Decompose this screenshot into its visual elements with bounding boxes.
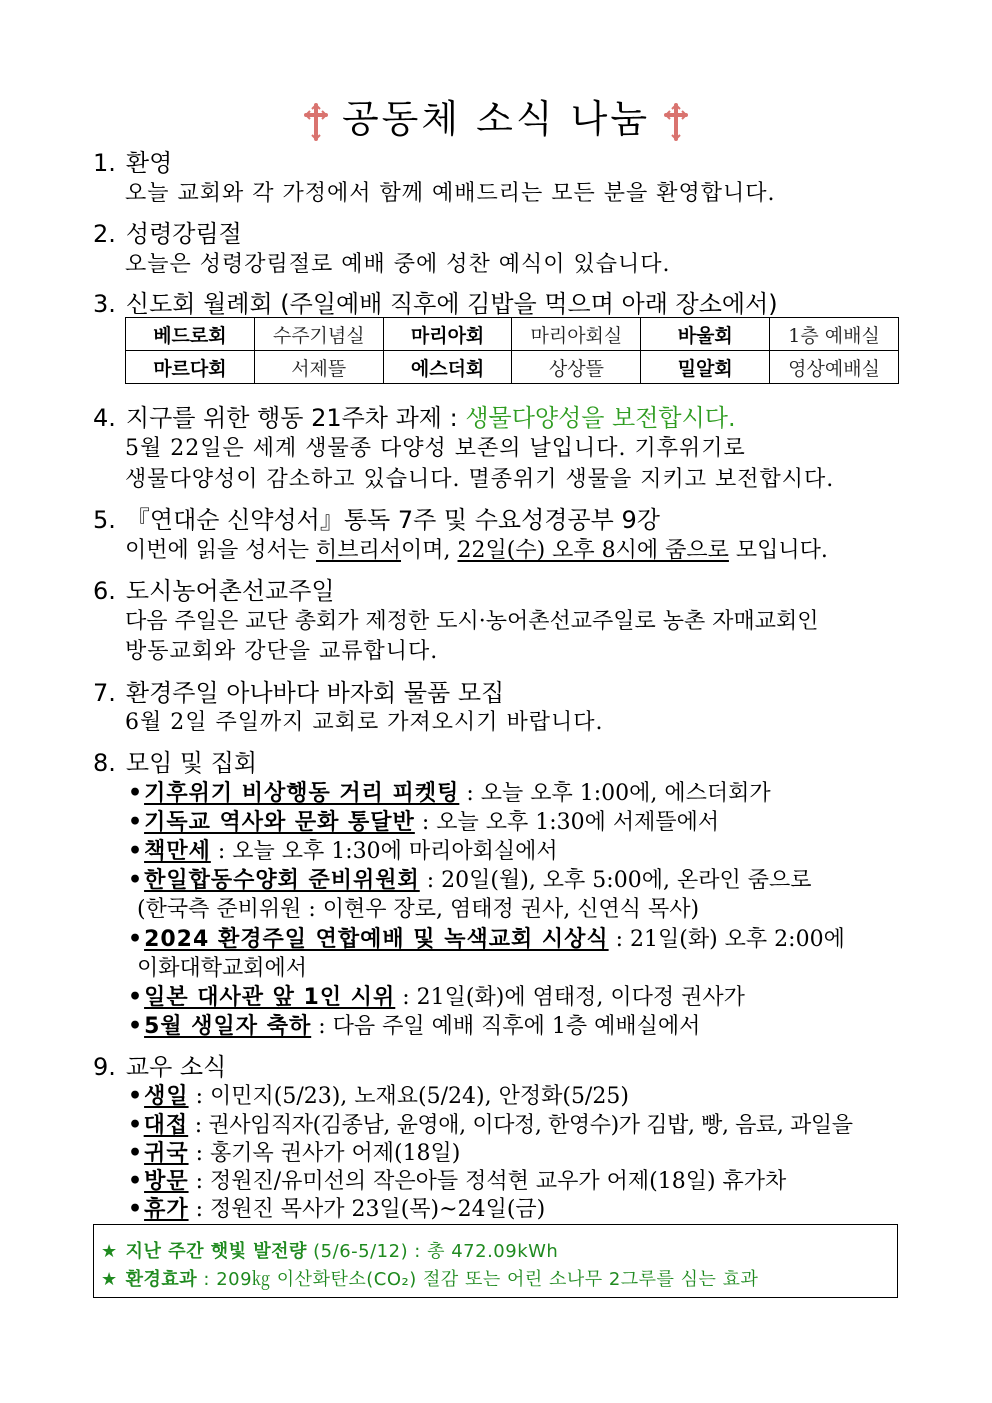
list-item: •일본 대사관 앞 1인 시위 : 21일(화)에 염태정, 이다정 권사가 [128, 984, 745, 1010]
list-item-continuation: 이화대학교회에서 [137, 956, 308, 981]
section-pentecost-text: 오늘은 성령강림절로 예배 중에 성찬 예식이 있습니다. [125, 252, 671, 277]
section-earth-action-text: 생물다양성이 감소하고 있습니다. 멸종위기 생물을 지키고 보전합시다. [125, 467, 835, 492]
section-mission-sunday-text: 방동교회와 강단을 교류합니다. [125, 639, 439, 664]
group-name: 마르다회 [126, 351, 255, 384]
group-place: 서제뜰 [254, 351, 383, 384]
section-bible-reading-heading: 5. 『연대순 신약성서』통독 7주 및 수요성경공부 9강 [93, 506, 660, 534]
group-place: 마리아회실 [512, 318, 641, 351]
section-pentecost-heading: 2. 성령강림절 [93, 220, 242, 248]
section-mission-sunday-heading: 6. 도시농어촌선교주일 [93, 577, 335, 605]
list-item: •휴가 : 정원진 목사가 23일(목)~24일(금) [128, 1196, 546, 1222]
list-item: •2024 환경주일 연합예배 및 녹색교회 시상식 : 21일(화) 오후 2:00에 [128, 926, 845, 952]
list-item: •한일합동수양회 준비위원회 : 20일(월), 오후 5:00에, 온라인 줌으로 [128, 867, 812, 893]
section-earth-action-heading: 4. 지구를 위한 행동 21주차 과제 : 생물다양성을 보전합시다. [93, 404, 736, 432]
star-icon: ★ [101, 1269, 118, 1290]
list-item-continuation: (한국측 준비위원 : 이현우 장로, 염태정 권사, 신연식 목사) [137, 897, 700, 922]
section-welcome-text: 오늘 교회와 각 가정에서 함께 예배드리는 모든 분을 환영합니다. [125, 181, 776, 206]
group-place: 1층 예배실 [770, 318, 899, 351]
section-fellowship-heading: 3. 신도회 월례회 (주일예배 직후에 김밥을 먹으며 아래 장소에서) [93, 290, 778, 318]
group-name: 베드로회 [126, 318, 255, 351]
section-bazaar-text: 6월 2일 주일까지 교회로 가져오시기 바랍니다. [125, 710, 604, 735]
section-welcome-heading: 1. 환영 [93, 149, 173, 177]
list-item: •생일 : 이민지(5/23), 노재요(5/24), 안정화(5/25) [128, 1083, 629, 1109]
solar-output-line: ★ 지난 주간 햇빛 발전량 (5/6-5/12) : 총 472.09kWh [101, 1241, 559, 1262]
list-item: •기독교 역사와 문화 통달반 : 오늘 오후 1:30에 서제뜰에서 [128, 809, 720, 835]
cross-icon [302, 103, 330, 141]
list-item: •기후위기 비상행동 거리 피켓팅 : 오늘 오후 1:00에, 에스더회가 [128, 780, 771, 806]
cross-icon [662, 103, 690, 141]
fellowship-table [125, 317, 899, 384]
group-name: 밀알회 [641, 351, 770, 384]
table-row [126, 351, 899, 384]
star-icon: ★ [101, 1241, 118, 1262]
group-place: 상상뜰 [512, 351, 641, 384]
group-place: 수주기념실 [254, 318, 383, 351]
table-row [126, 318, 899, 351]
list-item: •방문 : 정원진/유미선의 작은아들 정석현 교우가 어제(18일) 휴가차 [128, 1168, 787, 1194]
section-earth-action-text: 5월 22일은 세계 생물종 다양성 보존의 날입니다. 기후위기로 [125, 436, 746, 461]
solar-power-box [93, 1224, 898, 1298]
list-item: •5월 생일자 축하 : 다음 주일 예배 직후에 1층 예배실에서 [128, 1013, 701, 1039]
list-item: •책만세 : 오늘 오후 1:30에 마리아회실에서 [128, 838, 558, 864]
list-item: •귀국 : 홍기옥 권사가 어제(18일) [128, 1140, 461, 1166]
solar-effect-line: ★ 환경효과 : 209㎏ 이산화탄소(CO₂) 절감 또는 어린 소나무 2그루를 심는 효과 [101, 1269, 759, 1290]
title-text: 공동체 소식 나눔 [341, 97, 651, 141]
page-title [0, 88, 992, 143]
earth-action-task: 생물다양성을 보전합시다. [465, 404, 736, 432]
section-bible-reading-text: 이번에 읽을 성서는 히브리서이며, 22일(수) 오후 8시에 줌으로 모입니다. [125, 538, 828, 563]
section-meetings-heading: 8. 모임 및 집회 [93, 749, 258, 777]
group-name: 에스더회 [383, 351, 512, 384]
group-place: 영상예배실 [770, 351, 899, 384]
section-bazaar-heading: 7. 환경주일 아나바다 바자회 물품 모집 [93, 679, 505, 707]
list-item: •대접 : 권사임직자(김종남, 윤영애, 이다정, 한영수)가 김밥, 빵, 음료, 과일을 [128, 1112, 853, 1138]
section-mission-sunday-text: 다음 주일은 교단 총회가 제정한 도시·농어촌선교주일로 농촌 자매교회인 [125, 609, 819, 634]
group-name: 바울회 [641, 318, 770, 351]
group-name: 마리아회 [383, 318, 512, 351]
section-member-news-heading: 9. 교우 소식 [93, 1053, 227, 1081]
